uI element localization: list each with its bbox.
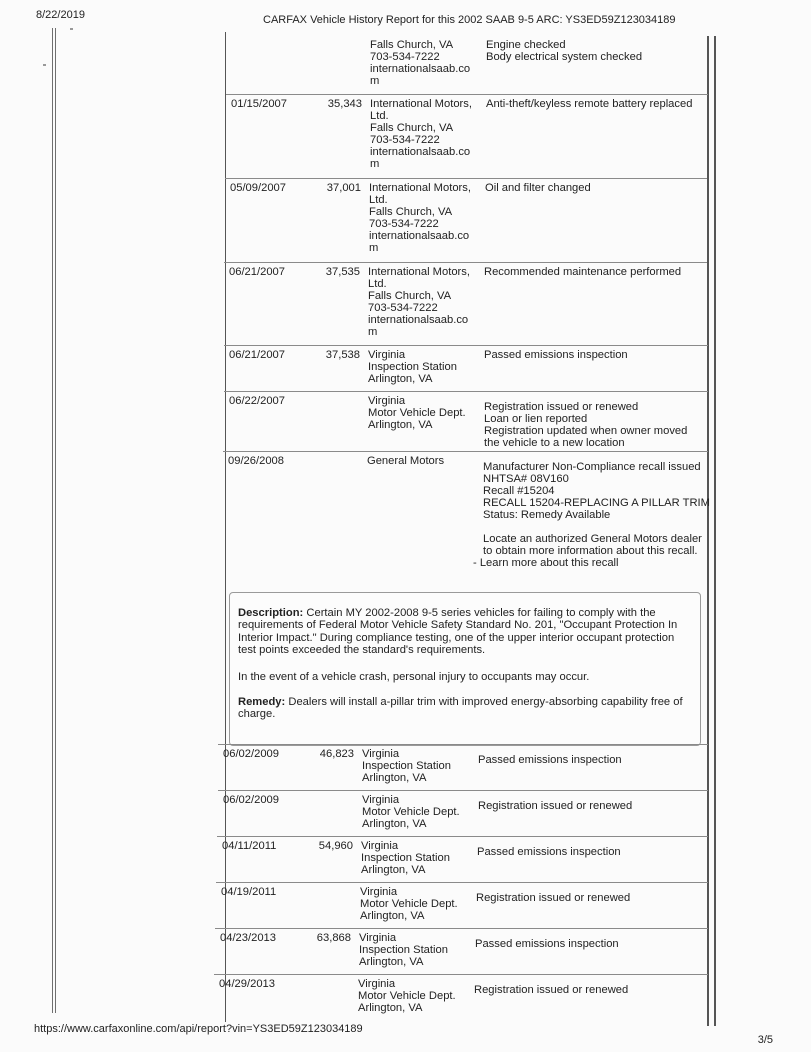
record-date: 06/22/2007	[229, 395, 285, 407]
record-comments: Registration issued or renewed	[474, 984, 629, 996]
record-date: 06/21/2007	[229, 349, 285, 361]
record-odometer: 37,538	[325, 349, 360, 361]
record-date: 04/11/2011	[222, 840, 277, 852]
recall-remedy: Remedy: Dealers will install a-pillar trim with improved energy-absorbing capability free of charge.	[238, 696, 683, 721]
record-comments: Passed emissions inspection	[484, 349, 628, 361]
record-source: Virginia Inspection Station Arlington, VA	[361, 840, 450, 876]
page-date: 8/22/2019	[36, 9, 85, 21]
table-row	[224, 262, 707, 346]
record-comments: Anti-theft/keyless remote battery replaced	[486, 98, 693, 110]
record-date: 05/09/2007	[230, 182, 286, 194]
record-odometer: 46,823	[319, 748, 354, 760]
report-header: CARFAX Vehicle History Report for this 2002 SAAB 9-5 ARC: YS3ED59Z123034189	[263, 14, 676, 26]
record-source: International Motors, Ltd. Falls Church, VA 703-534-7222 internationalsaab.co m	[368, 266, 470, 338]
record-date: 06/21/2007	[229, 266, 285, 278]
record-source: Virginia Inspection Station Arlington, VA	[368, 349, 457, 385]
record-comments: Engine checked Body electrical system checked	[486, 39, 643, 63]
record-comments: Recommended maintenance performed	[484, 266, 682, 278]
recall-details-box	[229, 592, 701, 746]
record-comments: Passed emissions inspection	[475, 938, 619, 950]
footer-url[interactable]: https://www.carfaxonline.com/api/report?vin=YS3ED59Z123034189	[34, 1023, 363, 1035]
table-row	[226, 35, 706, 95]
record-odometer: 63,868	[316, 932, 351, 944]
record-source: Virginia Motor Vehicle Dept. Arlington, VA	[362, 794, 460, 830]
record-source: Virginia Motor Vehicle Dept. Arlington, VA	[368, 395, 466, 431]
record-comments: Oil and filter changed	[485, 182, 591, 194]
record-source: Virginia Motor Vehicle Dept. Arlington, VA	[360, 886, 458, 922]
record-date: 04/23/2013	[220, 932, 276, 944]
record-comments: Manufacturer Non-Compliance recall issued NHTSA# 08V160 Recall #15204 RECALL 15204-REPLACING A PILLAR TRIM Status: Remedy Available Locate an authorized General Motors dealer to obtain more information about this recall. - Learn more about this recall	[473, 461, 710, 569]
record-odometer: 37,535	[325, 266, 360, 278]
record-comments: Registration issued or renewed	[478, 800, 633, 812]
record-comments: Registration issued or renewed Loan or lien reported Registration updated when owner moved the vehicle to a new location	[484, 401, 688, 449]
record-date: 01/15/2007	[231, 98, 287, 110]
recall-description: Description: Certain MY 2002-2008 9-5 series vehicles for failing to comply with the requirements of Federal Motor Vehicle Safety Standard No. 201, "Occupant Protection In Interior Impact." During compliance testing, one of the upper interior occupant protection test points exceeded the standard's requirements.	[238, 607, 678, 656]
page-number: 3/5	[757, 1034, 773, 1046]
table-row	[224, 345, 708, 391]
record-source: International Motors, Ltd. Falls Church, VA 703-534-7222 internationalsaab.co m	[370, 98, 472, 170]
record-date: 04/19/2011	[221, 886, 277, 898]
table-row	[216, 882, 708, 928]
record-date: 06/02/2009	[223, 794, 279, 806]
recall-consequence: In the event of a vehicle crash, personal injury to occupants may occur.	[238, 671, 590, 683]
record-source: Virginia Motor Vehicle Dept. Arlington, VA	[358, 978, 456, 1014]
table-row	[218, 744, 708, 790]
record-comments: Passed emissions inspection	[478, 754, 622, 766]
table-row	[215, 928, 708, 974]
record-source: Virginia Inspection Station Arlington, VA	[362, 748, 451, 784]
record-date: 09/26/2008	[228, 455, 284, 467]
table-row	[223, 451, 708, 591]
record-odometer: 37,001	[326, 182, 361, 194]
record-source: Falls Church, VA 703-534-7222 internationalsaab.co m	[370, 39, 471, 87]
record-date: 04/29/2013	[219, 978, 275, 990]
record-source: General Motors	[367, 455, 445, 467]
table-row	[217, 836, 708, 882]
record-comments: Registration issued or renewed	[476, 892, 631, 904]
record-date: 06/02/2009	[223, 748, 279, 760]
record-odometer: 35,343	[327, 98, 362, 110]
table-row	[214, 974, 708, 1020]
table-row	[218, 790, 708, 836]
record-odometer: 54,960	[318, 840, 353, 852]
record-source: Virginia Inspection Station Arlington, VA	[359, 932, 448, 968]
table-row	[224, 391, 708, 451]
learn-more-recall-link[interactable]: - Learn more about this recall	[473, 557, 619, 569]
record-source: International Motors, Ltd. Falls Church, VA 703-534-7222 internationalsaab.co m	[369, 182, 471, 254]
table-row	[225, 178, 707, 262]
record-comments: Passed emissions inspection	[477, 846, 621, 858]
table-row	[226, 94, 708, 178]
